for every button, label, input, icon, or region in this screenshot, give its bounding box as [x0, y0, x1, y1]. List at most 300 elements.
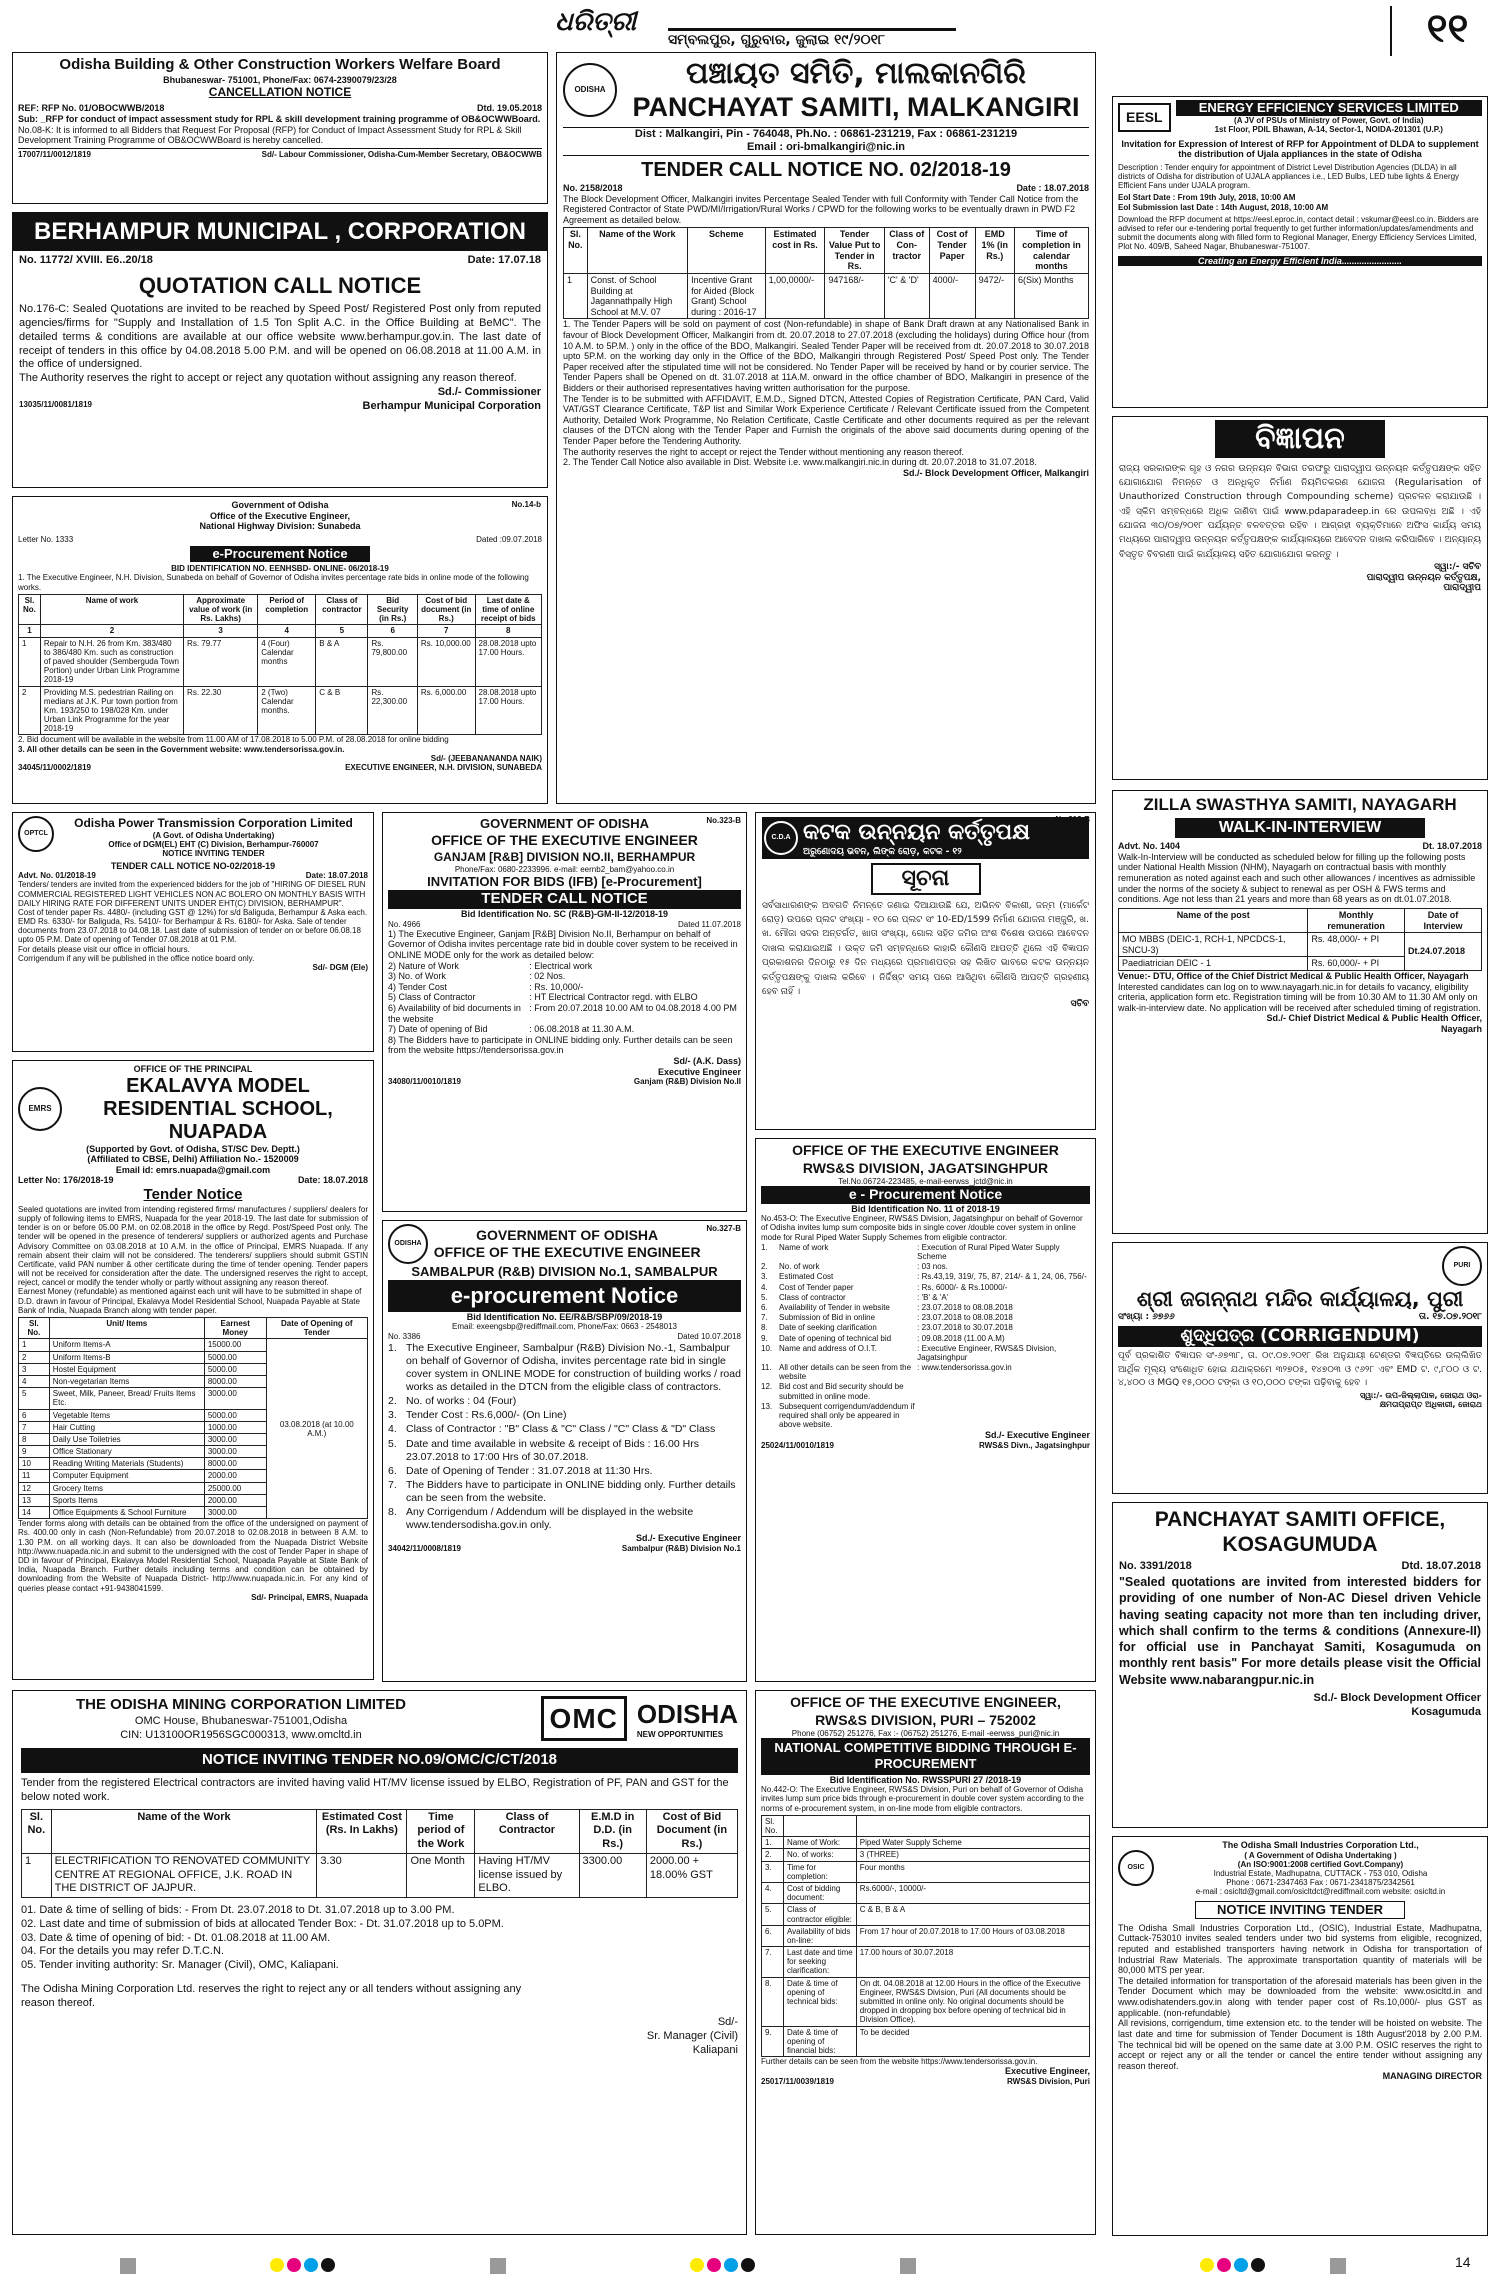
- nh-heading: e-Procurement Notice: [190, 546, 370, 562]
- table-cell: 1000.00: [204, 1421, 266, 1433]
- sbp-bid: Bid Identification No. EE/R&B/SBP/09/2018-19: [466, 1311, 663, 1322]
- table-cell: 4.: [762, 1882, 784, 1903]
- table-header-cell: Cost of bid document (in Rs.): [417, 594, 475, 625]
- table-header-cell: 1: [19, 625, 41, 637]
- sbp-no: No.327-B: [706, 1224, 741, 1233]
- omc-notice: [12, 1690, 747, 2235]
- table-header-cell: Cost of Bid Document (in Rs.): [646, 1809, 737, 1853]
- table-header-cell: Sl. No.: [22, 1809, 52, 1853]
- table-cell: 17.00 hours of 30.07.2018: [856, 1947, 1089, 1978]
- kosa-dtd: Dtd. 18.07.2018: [1401, 1560, 1481, 1573]
- osic-body2: The detailed information for transportation of the aforesaid materials has been given in the Tender Document which may be downloaded from the website: www.osicltd.in and www.odishatenders.gov.in along with tender paper cost of Rs.10,000/- plus GST as applicable. (non-refundable): [1118, 1975, 1482, 2018]
- ps-mlk-date: Date : 18.07.2018: [1016, 183, 1089, 194]
- table-cell: Uniform Items-A: [49, 1339, 204, 1351]
- list-item: [761, 1363, 1090, 1381]
- table-header-cell: Date of Opening of Tender: [266, 1318, 367, 1339]
- nh-note2: 3. All other details can be seen in the Government website: www.tendersorissa.gov.in.: [18, 744, 345, 754]
- bocw-heading: CANCELLATION NOTICE: [208, 85, 352, 100]
- bmc-ref-no: 13035/11/0081/1819: [19, 399, 92, 409]
- omc-n6: The Odisha Mining Corporation Ltd. reserves the right to reject any or all tenders without assigning any reason thereof.: [21, 1982, 522, 2009]
- table-cell: 1.: [762, 1837, 784, 1849]
- table-cell: Having HT/MV license issued by ELBO.: [475, 1853, 579, 1897]
- item-value: : 06.08.2018 at 11.30 A.M.: [529, 1024, 635, 1035]
- table-header-cell: Estimated Cost (Rs. In Lakhs): [317, 1809, 407, 1853]
- ekal-table: [18, 1317, 368, 1519]
- table-cell: 2000.00: [204, 1470, 266, 1482]
- print-registration-strip: [0, 2244, 1500, 2290]
- nh-note1: 2. Bid document will be available in the website from 11.00 AM of 17.08.2018 to 5.00 P.M. of 28.08.2018 for online bidding: [18, 735, 449, 745]
- list-item: [388, 1479, 741, 1505]
- jsp-div: RWS&S DIVISION, JAGATSINGHPUR: [802, 1159, 1049, 1176]
- omc-intro: Tender from the registered Electrical contractors are invited having valid HT/MV license issued by ELBO, Registration of PF, PAN and GST for the below noted work.: [21, 1777, 729, 1803]
- optcl-advt: Advt. No. 01/2018-19: [18, 871, 96, 881]
- table-header-cell: Unit/ Items: [49, 1318, 204, 1339]
- bocw-notice: [12, 52, 548, 204]
- table-cell: 8000.00: [204, 1375, 266, 1387]
- table-cell: Availability of bids on-line:: [783, 1925, 856, 1946]
- ps-mlk-title: PANCHAYAT SAMITI, MALKANGIRI: [632, 91, 1080, 122]
- eesl-desc: Description : Tender enquiry for appointment of District Level Distribution Agencies (DLDA) in all districts of Odisha for distribution of UJALA appliances i.e., LED Bulbs, LED tube lights & Energy Efficient Fans under UJALA program.: [1118, 162, 1460, 191]
- table-cell: Grocery Items: [49, 1482, 204, 1494]
- item-value: : 23.07.2018 to 30.07.2018: [917, 1323, 1013, 1333]
- odisha-emblem-icon: ODISHA: [388, 1224, 428, 1264]
- item-label: Date of opening of technical bid: [779, 1333, 892, 1343]
- zss-heading: WALK-IN-INTERVIEW: [1175, 818, 1425, 838]
- osic-notice: [1112, 1836, 1488, 2236]
- bmc-date: Date: 17.07.18: [467, 254, 541, 266]
- table-row: [762, 1837, 1090, 1849]
- table-header-cell: Tender Value Put to Tender in Rs.: [825, 228, 885, 273]
- table-cell: 8.: [762, 1977, 784, 2026]
- table-header-cell: Name of the Work: [587, 228, 687, 273]
- omc-n1: 01. Date & time of selling of bids: - From Dt. 23.07.2018 to Dt. 31.07.2018 up to 3.00 PM.: [21, 1904, 455, 1916]
- table-cell: 03.08.2018 (at 10.00 A.M.): [266, 1339, 367, 1519]
- registration-mark: [900, 2258, 916, 2274]
- cda-sub: ଅରୁଣୋଦୟ ଭବନ, ଲିଙ୍କ ରୋଡ଼, କଟକ - ୧୨: [803, 846, 962, 857]
- table-cell: Rs.6000/-, 10000/-: [856, 1882, 1089, 1903]
- list-item: [761, 1262, 1090, 1271]
- table-cell: 28.08.2018 upto 17.00 Hours.: [475, 637, 541, 686]
- item-label: Bid cost and Bid security should be submitted in online mode.: [779, 1382, 904, 1401]
- table-cell: Four months: [856, 1861, 1089, 1882]
- masthead: [0, 0, 1500, 58]
- ganjam-heading: TENDER CALL NOTICE: [388, 890, 741, 909]
- item-label: 3) No. of Work: [388, 971, 446, 982]
- table-cell: 5000.00: [204, 1363, 266, 1375]
- table-cell: 2 (Two) Calendar months.: [258, 686, 316, 735]
- bmc-title: BERHAMPUR MUNICIPAL , CORPORATION: [13, 213, 547, 251]
- table-header-cell: Estimated cost in Rs.: [765, 228, 825, 273]
- jsp-bid: Bid Identification No. 11 of 2018-19: [851, 1203, 1000, 1214]
- nh-signature: EXECUTIVE ENGINEER, N.H. DIVISION, SUNABEDA: [345, 763, 542, 773]
- omc-sign3: Kaliapani: [692, 2043, 738, 2056]
- kosa-no: No. 3391/2018: [1119, 1560, 1192, 1573]
- table-header-cell: 6: [368, 625, 417, 637]
- table-cell: 5000.00: [204, 1409, 266, 1421]
- item-number: 12.: [761, 1382, 773, 1392]
- optcl-logo-icon: OPTCL: [18, 816, 54, 852]
- list-item: [388, 971, 741, 982]
- osic-body: The Odisha Small Industries Corporation Ltd., (OSIC), Industrial Estate, Madhupatna, Cuttack-753010 invites sealed tenders under two bid systems from eligible, recognized, reputed and established transporters having network in Odisha for transportation of Industrial Raw Materials. The approximate transportation quantity of materials will be 80,000 MTS per year.: [1118, 1922, 1482, 1976]
- osic-title: The Odisha Small Industries Corporation Ltd.,: [1222, 1840, 1419, 1850]
- table-cell: Sl. No.: [762, 1815, 784, 1836]
- list-item: [761, 1402, 1090, 1430]
- table-header-cell: Class of Con-tractor: [884, 228, 929, 273]
- item-number: 3.: [388, 1409, 397, 1422]
- nh-table: [18, 594, 542, 736]
- zss-title: ZILLA SWASTHYA SAMITI, NAYAGARH: [1143, 795, 1457, 814]
- omc-sign1: Sd/-: [717, 2016, 738, 2029]
- table-header-cell: Monthly remuneration: [1308, 908, 1405, 932]
- table-cell: 8: [19, 1433, 50, 1445]
- table-cell: [856, 1815, 1089, 1836]
- table-cell: Piped Water Supply Scheme: [856, 1837, 1089, 1849]
- table-header-cell: Bid Security (in Rs.): [368, 594, 417, 625]
- table-cell: Time for completion:: [783, 1861, 856, 1882]
- list-item: [761, 1323, 1090, 1332]
- ganjam-div: GANJAM [R&B] DIVISION NO.II, BERHAMPUR: [433, 849, 696, 864]
- table-header-cell: Time period of the Work: [407, 1809, 475, 1853]
- puri-bid: Bid Identification No. RWSSPURI 27 /2018-19: [829, 1774, 1022, 1785]
- jag-date: ତା. ୧୭.୦୭.୨୦୧୮: [1418, 1312, 1482, 1323]
- ekal-sub1: (Supported by Govt. of Odisha, ST/SC Dev. Deptt.): [86, 1143, 300, 1154]
- item-label: Class of contractor: [779, 1292, 846, 1302]
- item-text: The Bidders have to participate in ONLINE bidding only. Further details can be seen from the website.: [406, 1478, 736, 1505]
- eesl-tag: Creating an Energy Efficient India........................: [1118, 256, 1482, 267]
- table-row: [19, 686, 542, 735]
- ps-mlk-t3: The authority reserves the right to accept or reject the Tender without mentioning any reason thereof.: [563, 446, 965, 457]
- ganjam-sign2: Executive Engineer: [657, 1066, 741, 1077]
- table-cell: Repair to N.H. 26 from Km. 383/480 to 386/480 Km. such as construction of paved shoulder (Semberguda Town Portion) under Urban Link Programme 2018-19: [40, 637, 183, 686]
- ps-malkangiri-notice: [556, 52, 1096, 804]
- optcl-signature: Sd/- DGM (Ele): [312, 963, 368, 973]
- item-value: : Execution of Rural Piped Water Supply Scheme: [917, 1242, 1060, 1262]
- ganjam-dated: Dated 11.07.2018: [677, 919, 741, 929]
- table-cell: 9.: [762, 2026, 784, 2057]
- ps-mlk-heading: TENDER CALL NOTICE NO. 02/2018-19: [641, 159, 1011, 182]
- color-dots: [690, 2258, 760, 2274]
- omc-cin: CIN: U13100OR1956SGC000313, www.omcltd.in: [120, 1728, 362, 1741]
- puri-intro: No.442-O: The Executive Engineer, RWS&S Division, Puri on behalf of Governor of Odisha invites lump sum price bids through e-procurement in double cover system according to the norms of e-procurement system, in on-line mode from eligible contractors.: [761, 1785, 1084, 1813]
- bocw-signature: Sd/- Labour Commissioner, Odisha-Cum-Member Secretary, OB&OCWWB: [261, 149, 542, 159]
- ganjam-no3: 34080/11/0010/1819: [388, 1077, 461, 1087]
- odisha-tagline: NEW OPPORTUNITIES: [636, 1730, 724, 1740]
- eesl-notice: [1112, 96, 1488, 408]
- masthead-rule: [668, 28, 956, 31]
- table-cell: Dt.24.07.2018: [1404, 933, 1481, 971]
- item-value: : 03 nos.: [917, 1262, 948, 1272]
- kosa-title: PANCHAYAT SAMITI OFFICE, KOSAGUMUDA: [1154, 1508, 1446, 1557]
- ekal-signature: Sd/- Principal, EMRS, Nuapada: [251, 1592, 368, 1602]
- table-cell: 2: [19, 686, 41, 735]
- table-cell: 14: [19, 1507, 50, 1519]
- sbp-heading: e-procurement Notice: [388, 1280, 741, 1312]
- ps-mlk-t4: 2. The Tender Call Notice also available in Dist. Website i.e. www.malkangiri.nic.in during dt. 20.07.2018 to 31.07.2018.: [563, 457, 1037, 468]
- osic-ph: Phone : 0671-2347463 Fax : 0671-2341875/2342561: [1226, 1878, 1415, 1888]
- item-text: Tender Cost : Rs.6,000/- (On Line): [406, 1409, 567, 1422]
- puri-table: [761, 1815, 1090, 2057]
- ps-mlk-email: Email : ori-bmalkangiri@nic.in: [746, 141, 906, 154]
- nh-gov: Government of Odisha: [231, 500, 329, 510]
- table-header-cell: 2: [40, 625, 183, 637]
- list-item: [388, 1003, 741, 1024]
- table-cell: 3.30: [317, 1853, 407, 1897]
- list-item: [761, 1344, 1090, 1362]
- item-label: Date of seeking clarification: [779, 1323, 877, 1333]
- table-cell: 15000.00: [204, 1339, 266, 1351]
- item-label: Submission of Bid in online: [779, 1313, 876, 1323]
- table-header-cell: Last date & time of online receipt of bids: [475, 594, 541, 625]
- table-cell: Rs. 79,800.00: [368, 637, 417, 686]
- list-item: [761, 1293, 1090, 1302]
- list-item: [388, 1395, 741, 1408]
- table-cell: 3000.00: [204, 1507, 266, 1519]
- ganjam-sign3: Ganjam (R&B) Division No.II: [633, 1077, 741, 1087]
- table-cell: ELECTRIFICATION TO RENOVATED COMMUNITY CENTRE AT REGIONAL OFFICE, J.K. ROAD IN THE DISTRICT OF JAJPUR.: [51, 1853, 317, 1897]
- item-label: Name and address of O.I.T.: [779, 1343, 877, 1353]
- table-header-cell: Name of the post: [1119, 908, 1308, 932]
- table-header-cell: Period of completion: [258, 594, 316, 625]
- item-value: : Rs.43,19, 319/, 75, 87, 214/- & 1, 24, 06, 756/-: [917, 1272, 1087, 1282]
- item-label: 6) Availability of bid documents in the website: [388, 1003, 521, 1024]
- list-item: [761, 1313, 1090, 1322]
- ganjam-items: [388, 961, 741, 1035]
- item-label: All other details can be seen from the website: [779, 1363, 912, 1382]
- bocw-title: Odisha Building & Other Construction Workers Welfare Board: [59, 56, 501, 73]
- item-value: : 23.07.2018 to 08.08.2018: [917, 1302, 1013, 1312]
- ps-mlk-table: [563, 227, 1089, 319]
- omc-table: [21, 1809, 738, 1899]
- table-cell: One Month: [407, 1853, 475, 1897]
- table-cell: 4: [19, 1375, 50, 1387]
- table-header-cell: Name of the Work: [51, 1809, 317, 1853]
- ganjam-no: No.323-B: [706, 816, 741, 825]
- table-cell: From 17 hour of 20.07.2018 to 17.00 Hours of 03.08.2018: [856, 1925, 1089, 1946]
- cda-title: କଟକ ଉନ୍ନୟନ କର୍ତ୍ତୃପକ୍ଷ: [803, 820, 1030, 845]
- optcl-body2: Cost of tender paper Rs. 4480/- (including GST @ 12%) for s/d Baliguda, Berhampur & Aska each. EMD Rs. 6330/- for Baliguda, Rs. 5410/- for Berhampur & Rs. 6180/- for Aska. Sale of tender documents from 23.07.2018 to 04.08.18. Last date of submission of tender on or before 06.08.18 upto 05 P.M. Date of opening of Tender 07.08.2018 at 01 P.M.: [18, 907, 368, 945]
- item-value: : 09.08.2018 (11.00 A.M): [917, 1333, 1005, 1343]
- item-number: 5.: [388, 1437, 397, 1450]
- item-label: Name of work: [779, 1242, 829, 1252]
- table-cell: 2.: [762, 1849, 784, 1861]
- table-cell: 3.: [762, 1861, 784, 1882]
- item-label: No. of work: [779, 1262, 820, 1272]
- eesl-heading: Invitation for Expression of Interest of RFP for Appointment of DLDA to supplement the distribution of Ujala appliances in the state of Odisha: [1121, 138, 1479, 160]
- jagannath-notice: [1112, 1242, 1488, 1494]
- table-cell: 10: [19, 1458, 50, 1470]
- ekal-body: Sealed quotations are invited from intending registered firms/ manufactures / suppliers/ dealers for supply of following items to EMRS, Nuapada for the year 2018-19. The last date for submission of tender is on or before 05.00 P.M. on 02.08.2018 in the office by Regd. Post/Speed Post only. The tender will be opened in the presence of tenderers/ suppliers or authorized agents and Purchase Advisory Committee on 03.08.2018 at 10 A.M. in the office of Principal, EMRS Nuapada. If any remain absent their claim will not be considered. The tenderers/ suppliers should submit GSTIN Certificate, valid PAN number & other certificate during the time of tender opening. Tender papers will not be received for consideration after the date. The undersigned reserves the right to accept, reject, cancel or modify the tender wholly or partly without assigning any reason thereof.: [18, 1204, 368, 1288]
- optcl-body3: For details please visit our office in official hours.: [18, 944, 190, 954]
- jsp-sign1: Sd./- Executive Engineer: [984, 1430, 1090, 1441]
- rwss-puri-notice: [755, 1690, 1096, 2235]
- zss-sign1: Sd./- Chief District Medical & Public Health Officer,: [1266, 1013, 1482, 1024]
- zss-date: Dt. 18.07.2018: [1422, 841, 1482, 852]
- bigyapan-sign1: ସ୍ୱା:/- ସଚିବ: [1434, 562, 1481, 573]
- cda-heading: ସୂଚନା: [871, 863, 981, 895]
- item-label: 5) Class of Contractor: [388, 992, 476, 1003]
- item-value: : 'B' & 'A': [917, 1292, 949, 1302]
- sbp-no3: 34042/11/0008/1819: [388, 1544, 461, 1554]
- zss-notice: [1112, 790, 1488, 1234]
- cda-no: No.313-B: [1055, 815, 1090, 824]
- table-cell: 13: [19, 1494, 50, 1506]
- zss-sign2: Nayagarh: [1440, 1024, 1482, 1034]
- emrs-logo-icon: EMRS: [18, 1087, 62, 1131]
- list-item: [761, 1303, 1090, 1312]
- item-value: : 02 Nos.: [529, 971, 566, 982]
- ganjam-office: OFFICE OF THE EXECUTIVE ENGINEER: [431, 832, 698, 849]
- jsp-items: [761, 1243, 1090, 1430]
- item-number: 7.: [761, 1313, 768, 1323]
- registration-mark: [120, 2258, 136, 2274]
- sbp-div: SAMBALPUR (R&B) DIVISION No.1, SAMBALPUR: [411, 1264, 718, 1279]
- list-item: [388, 1506, 741, 1532]
- sbp-no2: No. 3386: [388, 1331, 421, 1341]
- optcl-body: Tenders/ tenders are invited from the experienced bidders for the job of "HIRING OF DIESEL RUN COMMERCIAL REGISTERED LIGHT VEHICLES NON AC BOLERO ON MONTHLY BASIS WITH DAILY HIRING RATE FOR DIFFERENT UNITS UNDER EHT(C) DIVISION, BERHAMPUR".: [18, 880, 366, 908]
- table-header-cell: Date of Interview: [1404, 908, 1481, 932]
- table-row: [762, 1977, 1090, 2026]
- osic-sub2: (An ISO:9001:2008 certified Govt.Company): [1237, 1859, 1404, 1869]
- table-header-cell: Sl. No.: [19, 1318, 50, 1339]
- table-row: [762, 1904, 1090, 1925]
- nh-dated: Dated :09.07.2018: [476, 534, 542, 544]
- table-cell: Last date and time for seeking clarification:: [783, 1947, 856, 1978]
- item-number: 4.: [761, 1282, 768, 1292]
- nh-division: National Highway Division: Sunabeda: [199, 521, 361, 532]
- optcl-title: Odisha Power Transmission Corporation Limited: [74, 816, 353, 830]
- table-cell: 1: [22, 1853, 52, 1897]
- page-number-odia: ୧୧: [1426, 6, 1469, 52]
- optcl-date: Date: 18.07.2018: [305, 871, 368, 881]
- table-cell: Non-vegetarian Items: [49, 1375, 204, 1387]
- puri-heading: NATIONAL COMPETITIVE BIDDING THROUGH E-PROCUREMENT: [761, 1738, 1090, 1775]
- table-cell: 7: [19, 1421, 50, 1433]
- table-cell: 3000.00: [204, 1388, 266, 1409]
- bmc-body2: The Authority reserves the right to accept or reject any quotation without assigning any reason thereof.: [19, 372, 517, 384]
- ps-kosagumuda-notice: [1112, 1502, 1488, 1828]
- ps-mlk-t1: 1. The Tender Papers will be sold on payment of cost (Non-refundable) in shape of Bank Draft drawn at any Nationalised Bank in favour of Block Development Officer, Malkangiri from dt. 20.07.2018 to 27.07.2018 (excluding the holidays) during Office hour (from 10 A.M. to 5P.M. ) only in the office of the BDO, Malkangiri. Sealed Tender Paper will be received from dt. 20.07.2018 to 30.07.2018 upto 5P.M. on the working day only in the Office of the BDO, Malkangiri through Registered Post/ Speed Post only. The Tender Paper received after the stipulated time will not be considered. No Tender Paper will be received by hand or by courier service. The Tender Papers shall be Opened on dt. 31.07.2018 at 11A.M. onward in the office chamber of BDO, Malkangiri in presence of the Bidders or their authorised representatives having written authorisation for the purpose.: [563, 319, 1089, 394]
- cda-logo-icon: C.D.A: [764, 821, 798, 855]
- table-cell: 5.: [762, 1904, 784, 1925]
- ekal-heading: Tender Notice: [143, 1186, 243, 1204]
- table-header-cell: Earnest Money: [204, 1318, 266, 1339]
- optcl-body4: Corrigendum if any will be published in the office notice board only.: [18, 953, 255, 963]
- ekal-date: Date: 18.07.2018: [297, 1175, 368, 1186]
- dateline: ସମ୍ବଲପୁର, ଗୁରୁବାର, ଜୁଲାଇ ୧୯/୨୦୧୮: [668, 32, 886, 48]
- table-cell: Vegetable Items: [49, 1409, 204, 1421]
- table-cell: 12: [19, 1482, 50, 1494]
- bigyapan-sign3: ପାରାଦ୍ୱୀପ: [1443, 583, 1481, 594]
- ps-mlk-dist: Dist : Malkangiri, Pin - 764048, Ph.No. : 06861-231219, Fax : 06861-231219: [634, 127, 1018, 140]
- color-dots: [270, 2258, 340, 2274]
- ganjam-bid: Bid Identification No. SC (R&B)-GM-II-12/2018-19: [460, 908, 669, 919]
- table-cell: C & B: [316, 686, 368, 735]
- jag-heading: ଶୁଦ୍ଧିପତ୍ର (CORRIGENDUM): [1118, 1326, 1482, 1347]
- table-cell: Name of Work:: [783, 1837, 856, 1849]
- item-number: 13.: [761, 1401, 773, 1411]
- jsp-heading: e - Procurement Notice: [761, 1186, 1090, 1204]
- table-cell: 5000.00: [204, 1351, 266, 1363]
- list-item: [388, 1438, 741, 1464]
- table-cell: 3000.00: [204, 1446, 266, 1458]
- item-number: 6.: [761, 1302, 768, 1312]
- puri-no2: 25017/11/0039/1819: [761, 2076, 834, 2086]
- table-header-cell: Approximate value of work (in Rs. Lakhs): [184, 594, 258, 625]
- table-header-cell: 4: [258, 625, 316, 637]
- table-cell: Computer Equipment: [49, 1470, 204, 1482]
- table-cell: 1: [564, 273, 588, 318]
- newspaper-logo: ଧରିତ୍ରୀ: [555, 7, 637, 37]
- bigyapan-sign2: ପାରାଦ୍ୱୀପ ଉନ୍ନୟନ କର୍ତ୍ତୃପକ୍ଷ,: [1366, 572, 1481, 583]
- sbp-gov: GOVERNMENT OF ODISHA: [476, 1226, 659, 1243]
- item-number: 8.: [761, 1323, 768, 1333]
- eesl-logo: EESL: [1118, 103, 1171, 133]
- table-cell: Reading Writing Materials (Students): [49, 1458, 204, 1470]
- table-cell: Rs. 22,300.00: [368, 686, 417, 735]
- table-cell: Incentive Grant for Aided (Block Grant) School during : 2016-17: [688, 273, 765, 318]
- item-number: 7.: [388, 1478, 397, 1491]
- nh-ref-no: 34045/11/0002/1819: [18, 763, 91, 773]
- table-cell: 1,00,0000/-: [765, 273, 825, 318]
- bmc-heading: QUOTATION CALL NOTICE: [138, 272, 422, 298]
- table-row: [762, 1815, 1090, 1836]
- cda-signature: ସଚିବ: [1070, 999, 1089, 1010]
- omc-sign2: Sr. Manager (Civil): [646, 2030, 738, 2042]
- osic-body3: All revisions, corrigendum, time extension etc. to the tender will be hoisted on website. The last date and time for submission of Tender Document is 18th August'2018 by 2.00 P.M. The technical bid will be opened on the same date at 3.00 P.M. OSIC reserves the right to accept or reject any or all the tender or cancel the entire tender without assigning any reason thereof.: [1118, 2018, 1482, 2071]
- item-label: 4) Tender Cost: [388, 981, 447, 992]
- table-row: [19, 637, 542, 686]
- jsp-intro: No.453-O: The Executive Engineer, RWS&S Division, Jagatsinghpur on behalf of Governor of Odisha invites lump sum composite bids in single cover /double cover system in online mode for Rural Piped Water Supply Schemes from eligible contractor.: [761, 1214, 1083, 1242]
- item-text: The Executive Engineer, Sambalpur (R&B) Division No.-1, Sambalpur on behalf of Governor of Odisha, invites percentage rate bid in single cover system in ONLINE MODE for construction of building works / road works as detailed in the DTCN from the eligible class of contractors.: [406, 1341, 741, 1394]
- table-header-cell: 8: [475, 625, 541, 637]
- kosa-body: "Sealed quotations are invited from interested bidders for providing of one number of Non-AC Diesel driven Vehicle having seating capacity not more than ten including driver, which shall confirm to the terms & conditions (Annexure-II) for official use in Panchayat Samiti, Kosagumuda on monthly rent basis" For more details please visit the Official Website www.nabarangpur.nic.in: [1119, 1575, 1481, 1687]
- kosa-sign1: Sd./- Block Development Officer: [1313, 1691, 1481, 1704]
- table-header-cell: Class of Contractor: [475, 1809, 579, 1853]
- folio-number: 14: [1455, 2254, 1471, 2270]
- sbp-items: [388, 1342, 741, 1533]
- sambalpur-notice: [382, 1220, 747, 1682]
- jsp-no2: 25024/11/0010/1819: [761, 1441, 834, 1451]
- osic-heading: NOTICE INVITING TENDER: [1195, 1901, 1405, 1919]
- table-cell: [783, 1815, 856, 1836]
- table-cell: Office Stationary: [49, 1446, 204, 1458]
- item-number: 8.: [388, 1506, 397, 1519]
- list-item: [388, 992, 741, 1003]
- puri-office: OFFICE OF THE EXECUTIVE ENGINEER,: [790, 1694, 1061, 1710]
- zss-body: Walk-In-Interview will be conducted as scheduled below for filling up the following posts under National Health Mission (NHM), Nayagarh on contractual basis with monthly remuneration as noted against each and such other allowances / incentives as admissible under the norms of the society & subject to renewal as per OSH & FWS terms and conditions. Age not less than 21 years and more than 68 years as on dt.01.07.2018.: [1118, 851, 1476, 905]
- sbp-email: Email: exeengsbp@rediffmail.com, Phone/Fax: 0663 - 2548013: [452, 1322, 677, 1332]
- list-item: [388, 982, 741, 993]
- osic-addr: Industrial Estate, Madhupatna, CUTTACK - 753 010, Odisha: [1213, 1868, 1428, 1878]
- jag-sign2: କ୍ଷମତାପ୍ରାପ୍ତ ଅଧିକାରୀ, ଜୋରାଥ: [1379, 1399, 1482, 1409]
- table-cell: 5: [19, 1388, 50, 1409]
- bocw-date: Dtd. 19.05.2018: [476, 103, 542, 114]
- zss-venue: Venue:- DTU, Office of the Chief District Medical & Public Health Officer, Nayagarh: [1118, 970, 1469, 981]
- jag-no: ସଂଖ୍ୟା : ୬୭୬୬: [1118, 1312, 1175, 1323]
- bocw-ref: REF: RFP No. 01/OBOCWWB/2018: [18, 103, 165, 114]
- table-row: [762, 1849, 1090, 1861]
- ekal-title: EKALAVYA MODEL RESIDENTIAL SCHOOL, NUAPADA: [103, 1074, 333, 1143]
- eesl-title: ENERGY EFFICIENCY SERVICES LIMITED: [1176, 100, 1482, 116]
- item-number: 5.: [761, 1292, 768, 1302]
- table-cell: 2000.00 + 18.00% GST: [646, 1853, 737, 1897]
- omc-logo: OMC: [541, 1696, 627, 1741]
- table-row: [762, 1882, 1090, 1903]
- jag-body: ପୂର୍ବ ପ୍ରକାଶିତ ବିଜ୍ଞାପନ ସଂ-୬୭୩୮, ତା. ୦୯.୦୭.୨୦୧୮ ରିଖ ଅନୁଯାୟୀ ଟେଣ୍ଡର ବିଜ୍ଞପ୍ତିରେ ଉଲ୍ଲିଖିତ ଆର୍ଥିକ ମୂଲ୍ୟ ସଂଶୋଧିତ ହୋଇ ଯଥାକ୍ରମେ ୩୨୭୦୫, ୧୪୭୦୩ ଓ ୯୬୨୮ ଏବଂ EMD ଟ. ୯,୮୦୦ ଓ ଟ. ୪,୪୦୦ ଓ MGQ ୧୫,୦୦୦ ଟଙ୍କା ଓ ୧୦,୦୦୦ ଟଙ୍କା ପଢ଼ିବାକୁ ହେବ ।: [1118, 1351, 1482, 1389]
- ps-mlk-no: No. 2158/2018: [563, 183, 623, 194]
- optcl-notice: [12, 812, 374, 1052]
- table-cell: C & B, B & A: [856, 1904, 1089, 1925]
